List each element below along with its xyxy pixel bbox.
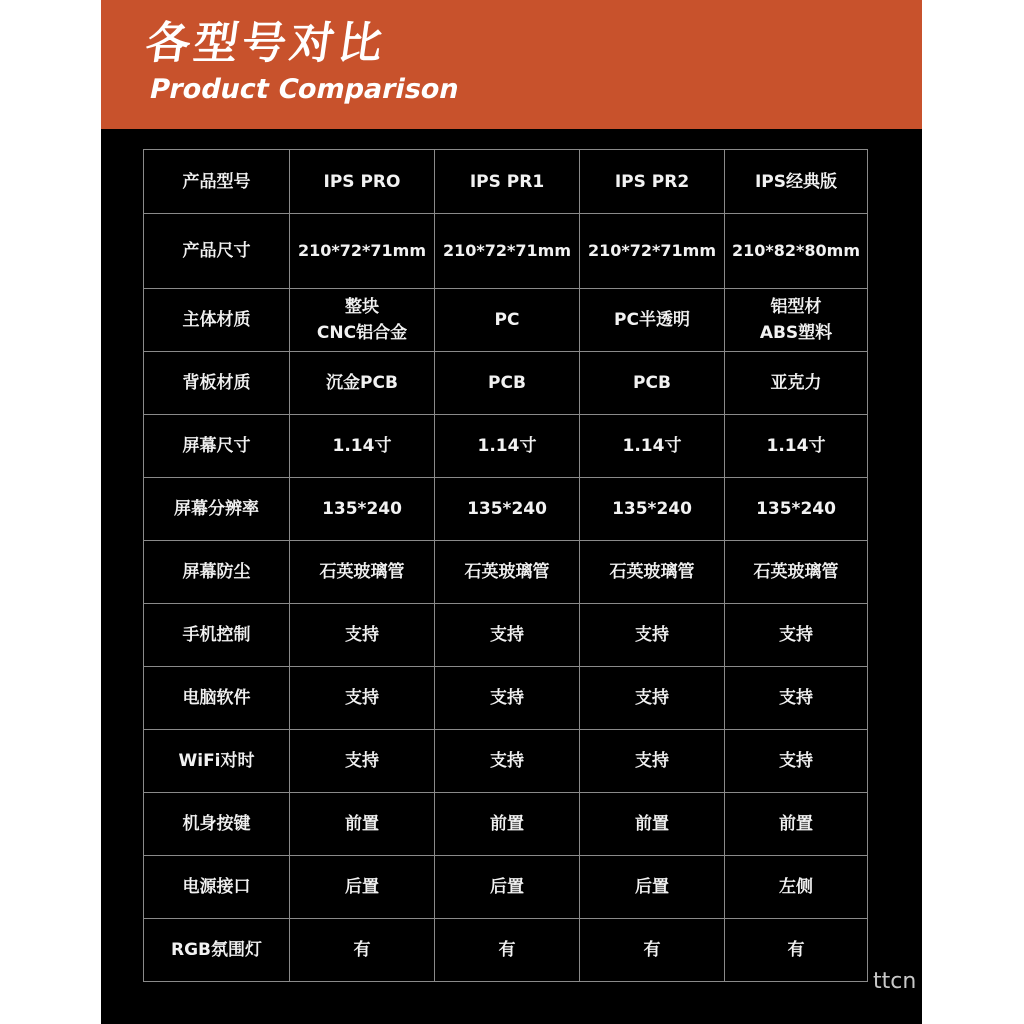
table-row	[144, 541, 868, 604]
table-cell: 支持	[725, 604, 868, 667]
table-cell: 210*82*80mm	[725, 214, 868, 289]
table-cell: 支持	[580, 730, 725, 793]
table-cell: 支持	[435, 667, 580, 730]
table-cell: PCB	[435, 352, 580, 415]
row-label: 手机控制	[144, 604, 290, 667]
table-cell: IPS PR2	[580, 150, 725, 214]
table-row	[144, 289, 868, 352]
comparison-table-body	[144, 150, 868, 982]
page-title: 各型号对比	[142, 18, 390, 69]
table-cell: 有	[290, 919, 435, 982]
row-label: RGB氛围灯	[144, 919, 290, 982]
table-cell: 整块 CNC铝合金	[290, 289, 435, 352]
header-banner	[101, 0, 922, 129]
table-cell: 石英玻璃管	[725, 541, 868, 604]
table-cell: IPS PRO	[290, 150, 435, 214]
row-label: 屏幕防尘	[144, 541, 290, 604]
table-cell: 1.14寸	[435, 415, 580, 478]
table-row	[144, 150, 868, 214]
table-cell: 1.14寸	[290, 415, 435, 478]
row-label: 电源接口	[144, 856, 290, 919]
table-cell: 支持	[725, 730, 868, 793]
table-cell: 前置	[290, 793, 435, 856]
table-cell: 支持	[580, 667, 725, 730]
table-cell: 支持	[725, 667, 868, 730]
table-cell: 210*72*71mm	[580, 214, 725, 289]
row-label: 屏幕尺寸	[144, 415, 290, 478]
table-cell: 支持	[290, 730, 435, 793]
table-row	[144, 415, 868, 478]
table-cell: 有	[435, 919, 580, 982]
table-cell: 石英玻璃管	[580, 541, 725, 604]
table-cell: 后置	[290, 856, 435, 919]
table-cell: 石英玻璃管	[435, 541, 580, 604]
watermark: ttcn	[873, 969, 917, 994]
table-cell: 135*240	[580, 478, 725, 541]
table-cell: 135*240	[725, 478, 868, 541]
table-row	[144, 478, 868, 541]
table-cell: 支持	[435, 730, 580, 793]
table-cell: 支持	[290, 604, 435, 667]
table-cell: 左侧	[725, 856, 868, 919]
table-cell: PC半透明	[580, 289, 725, 352]
table-row	[144, 214, 868, 289]
table-cell: 前置	[435, 793, 580, 856]
table-cell: 有	[725, 919, 868, 982]
table-cell: IPS PR1	[435, 150, 580, 214]
table-cell: 支持	[435, 604, 580, 667]
table-cell: 135*240	[290, 478, 435, 541]
table-cell: 有	[580, 919, 725, 982]
table-cell: 前置	[725, 793, 868, 856]
table-cell: 1.14寸	[725, 415, 868, 478]
row-label: 主体材质	[144, 289, 290, 352]
table-cell: 后置	[580, 856, 725, 919]
row-label: 背板材质	[144, 352, 290, 415]
table-row	[144, 919, 868, 982]
table-row	[144, 667, 868, 730]
row-label: 机身按键	[144, 793, 290, 856]
table-cell: 铝型材 ABS塑料	[725, 289, 868, 352]
row-label: 屏幕分辨率	[144, 478, 290, 541]
row-label: 电脑软件	[144, 667, 290, 730]
table-cell: 沉金PCB	[290, 352, 435, 415]
table-row	[144, 856, 868, 919]
row-label: WiFi对时	[144, 730, 290, 793]
comparison-panel	[101, 0, 922, 1024]
table-cell: 1.14寸	[580, 415, 725, 478]
table-cell: 前置	[580, 793, 725, 856]
page-subtitle: Product Comparison	[146, 74, 463, 105]
table-cell: PC	[435, 289, 580, 352]
table-cell: 亚克力	[725, 352, 868, 415]
table-cell: 支持	[580, 604, 725, 667]
row-label: 产品型号	[144, 150, 290, 214]
row-label: 产品尺寸	[144, 214, 290, 289]
table-cell: PCB	[580, 352, 725, 415]
table-row	[144, 352, 868, 415]
table-cell: 135*240	[435, 478, 580, 541]
table-cell: 石英玻璃管	[290, 541, 435, 604]
table-cell: IPS经典版	[725, 150, 868, 214]
comparison-table	[143, 149, 868, 982]
table-cell: 210*72*71mm	[290, 214, 435, 289]
table-row	[144, 604, 868, 667]
table-row	[144, 793, 868, 856]
table-cell: 210*72*71mm	[435, 214, 580, 289]
table-cell: 后置	[435, 856, 580, 919]
table-row	[144, 730, 868, 793]
table-cell: 支持	[290, 667, 435, 730]
